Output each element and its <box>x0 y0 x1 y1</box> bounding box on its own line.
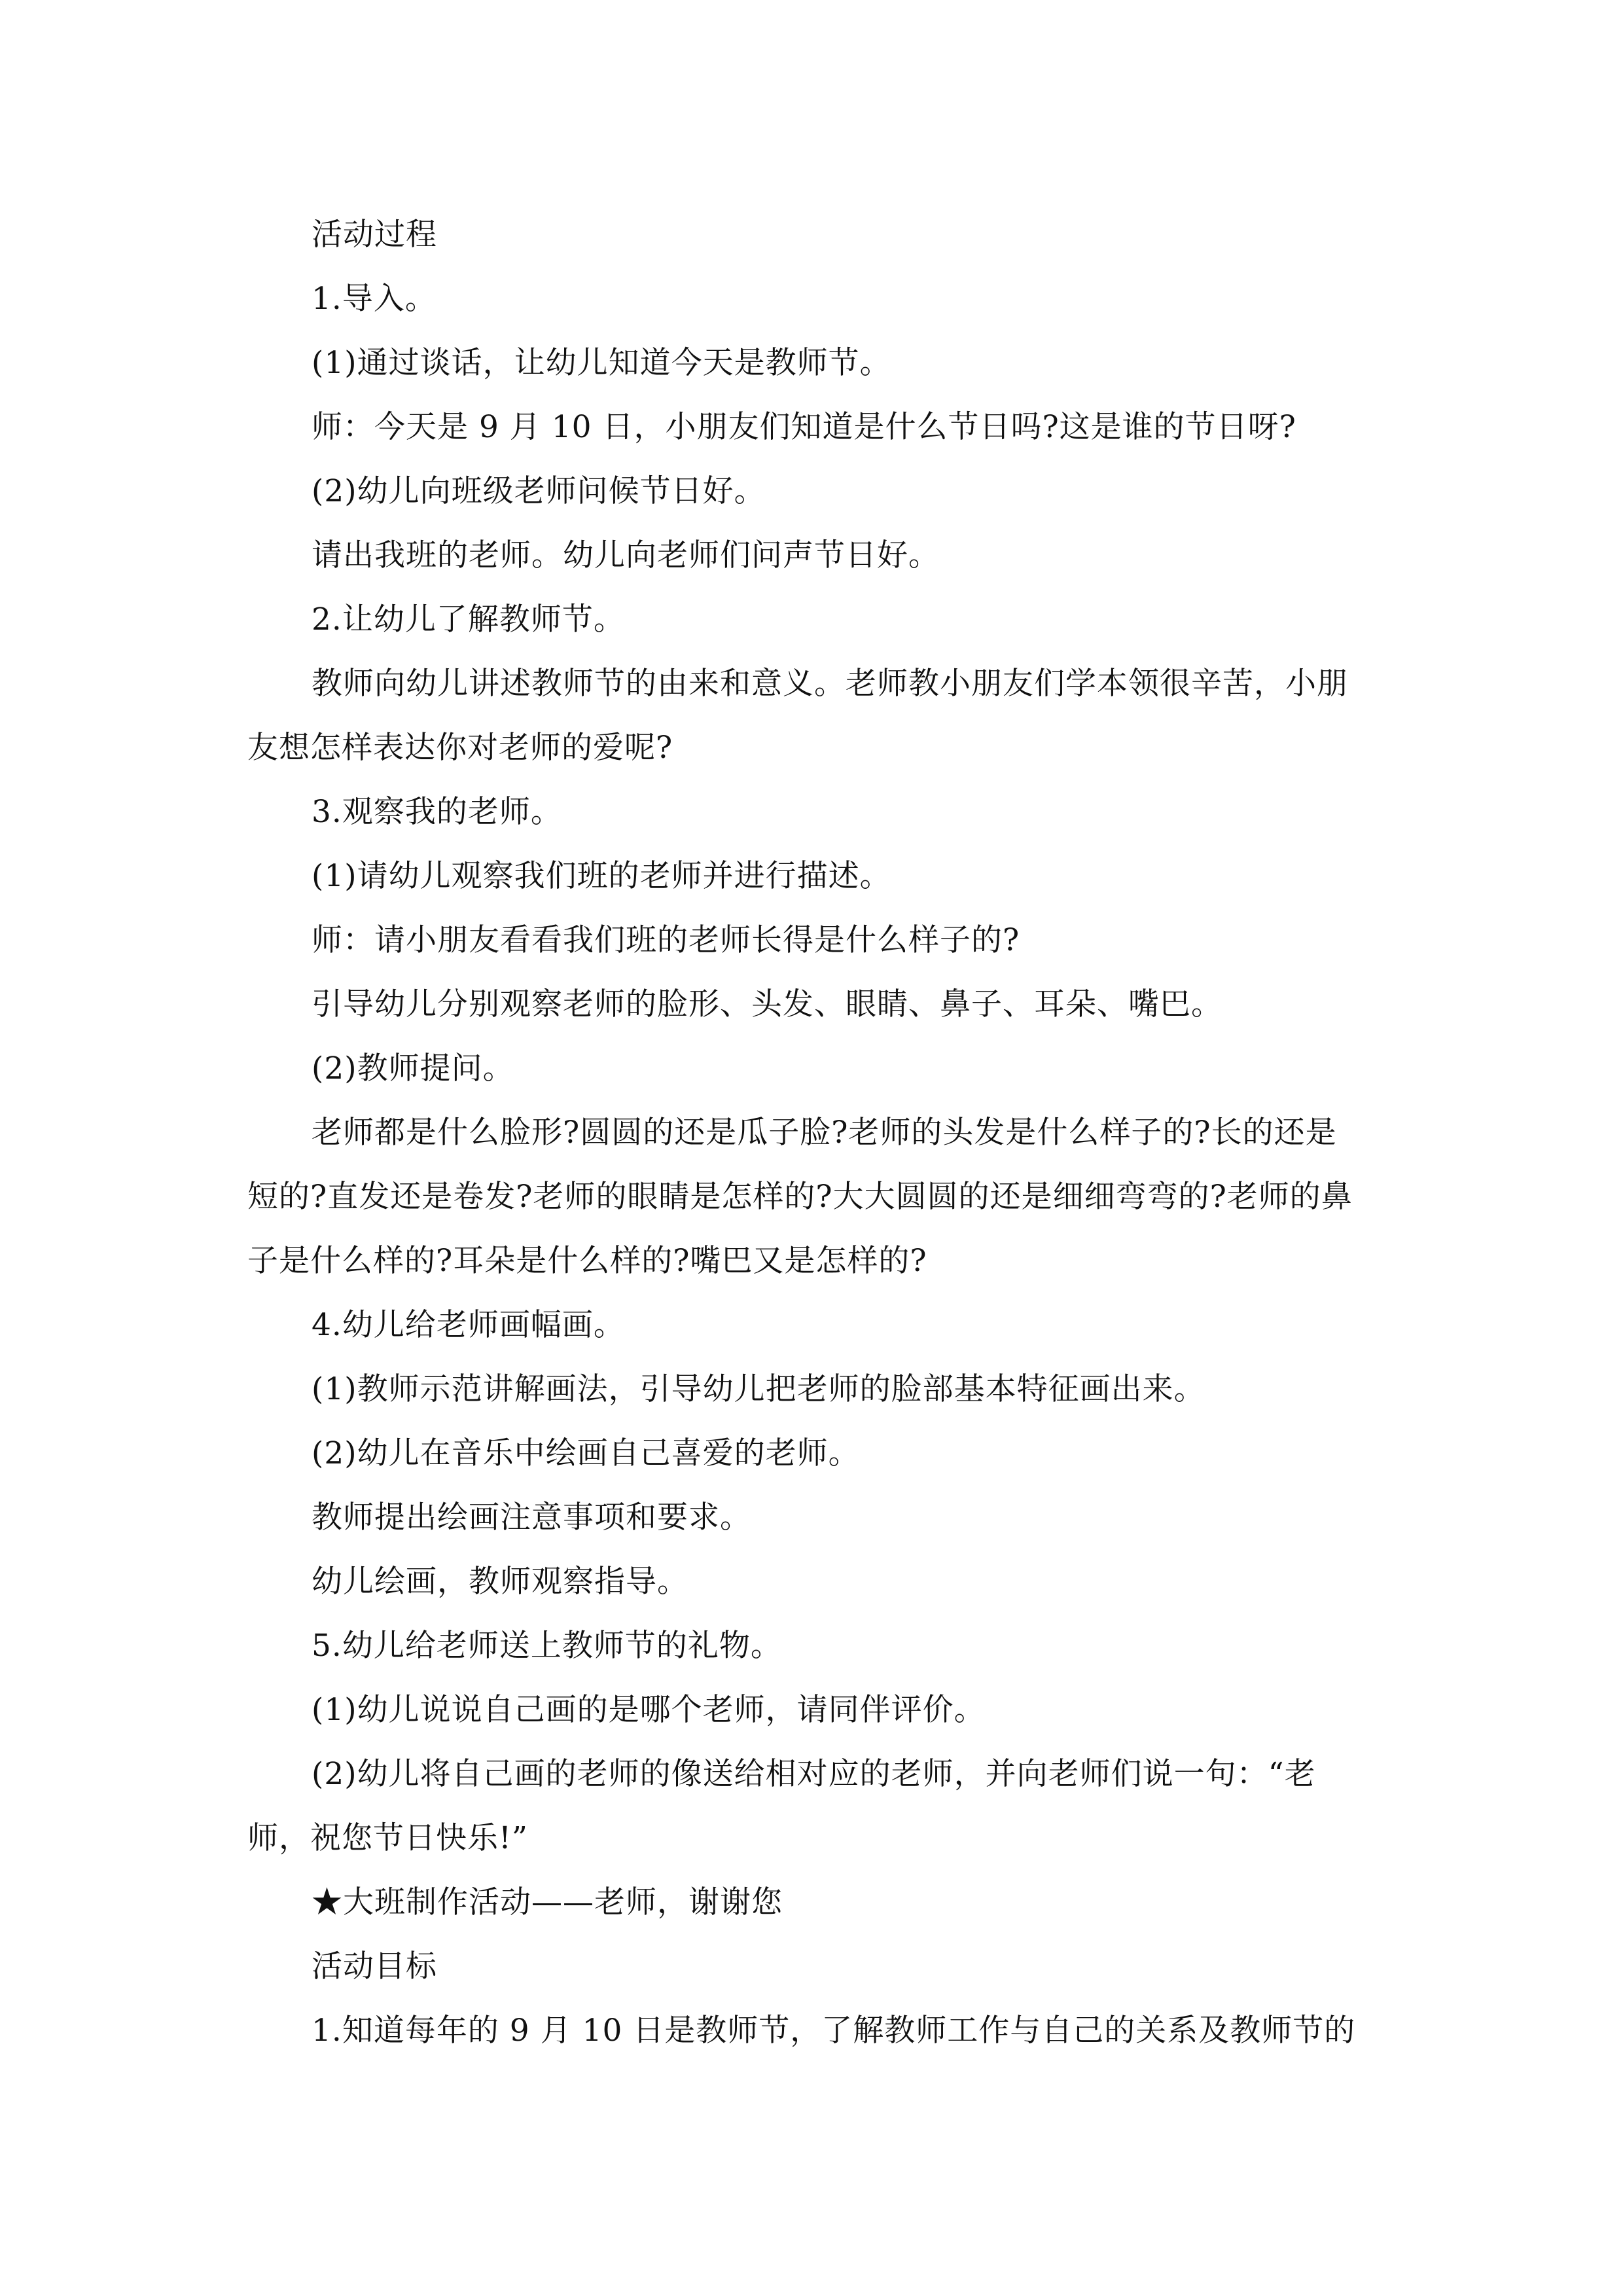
paragraph-line: 友想怎样表达你对老师的爱呢? <box>247 730 673 766</box>
paragraph-line: 教师向幼儿讲述教师节的由来和意义。老师教小朋友们学本领很辛苦，小朋 <box>312 666 1348 702</box>
paragraph-line: 幼儿绘画，教师观察指导。 <box>312 1564 688 1600</box>
activity-title: ★大班制作活动——老师，谢谢您 <box>312 1884 783 1920</box>
paragraph-line: 老师都是什么脸形?圆圆的还是瓜子脸?老师的头发是什么样子的?长的还是 <box>312 1115 1337 1151</box>
step-heading: 2.让幼儿了解教师节。 <box>312 601 625 637</box>
paragraph-line: 短的?直发还是卷发?老师的眼睛是怎样的?大大圆圆的还是细细弯弯的?老师的鼻 <box>247 1179 1353 1215</box>
paragraph-line: 教师提出绘画注意事项和要求。 <box>312 1499 751 1535</box>
section-heading: 活动目标 <box>312 1948 437 1984</box>
paragraph-line: (1)教师示范讲解画法，引导幼儿把老师的脸部基本特征画出来。 <box>312 1371 1205 1407</box>
paragraph-line: 师，祝您节日快乐!” <box>247 1820 528 1856</box>
step-heading: 4.幼儿给老师画幅画。 <box>312 1307 625 1343</box>
paragraph-line: 1.知道每年的 9 月 10 日是教师节，了解教师工作与自己的关系及教师节的 <box>312 2013 1356 2049</box>
document-body <box>247 203 1380 2063</box>
paragraph-line: 子是什么样的?耳朵是什么样的?嘴巴又是怎样的? <box>247 1243 927 1279</box>
paragraph-line: 请出我班的老师。幼儿向老师们问声节日好。 <box>312 537 940 573</box>
step-heading: 3.观察我的老师。 <box>312 794 562 830</box>
paragraph-line: (2)幼儿向班级老师问候节日好。 <box>312 473 766 509</box>
section-heading: 活动过程 <box>312 217 437 253</box>
paragraph-line: 引导幼儿分别观察老师的脸形、头发、眼睛、鼻子、耳朵、嘴巴。 <box>312 986 1222 1022</box>
step-heading: 5.幼儿给老师送上教师节的礼物。 <box>312 1628 782 1664</box>
paragraph-line: (2)幼儿在音乐中绘画自己喜爱的老师。 <box>312 1435 860 1471</box>
paragraph-line: (2)幼儿将自己画的老师的像送给相对应的老师，并向老师们说一句：“老 <box>312 1756 1316 1792</box>
paragraph-line: 师：今天是 9 月 10 日，小朋友们知道是什么节日吗?这是谁的节日呀? <box>312 409 1296 445</box>
paragraph-line: (2)教师提问。 <box>312 1050 514 1086</box>
paragraph-line: 师：请小朋友看看我们班的老师长得是什么样子的? <box>312 922 1020 958</box>
paragraph-line: (1)请幼儿观察我们班的老师并进行描述。 <box>312 858 891 894</box>
paragraph-line: (1)通过谈话，让幼儿知道今天是教师节。 <box>312 345 891 381</box>
paragraph-line: (1)幼儿说说自己画的是哪个老师，请同伴评价。 <box>312 1692 986 1728</box>
step-heading: 1.导入。 <box>312 281 437 317</box>
